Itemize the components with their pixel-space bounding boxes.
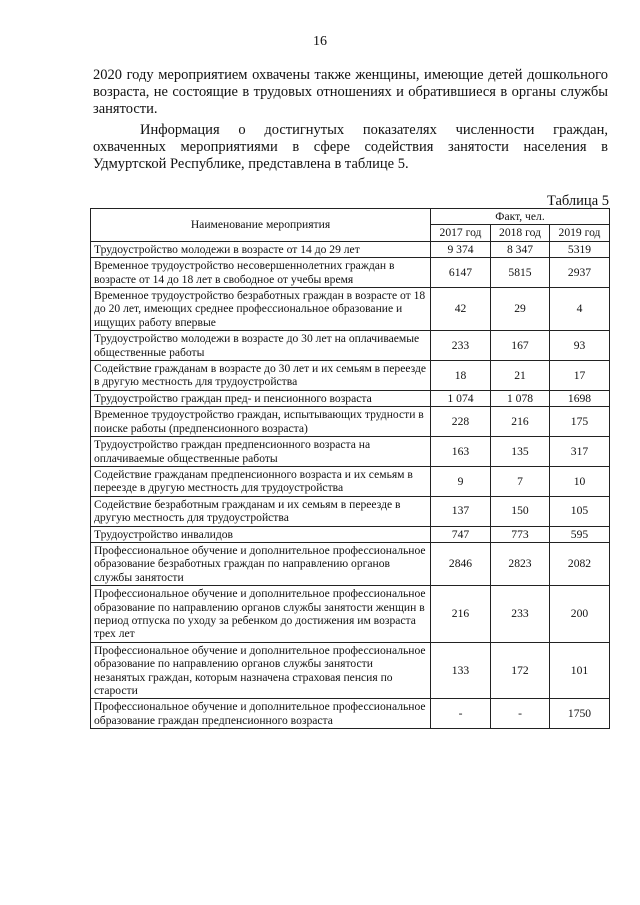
row-value: 7 — [491, 466, 550, 496]
row-value: 2937 — [550, 258, 610, 288]
row-value: 216 — [431, 586, 491, 643]
row-value: 42 — [431, 288, 491, 331]
table-row — [91, 407, 610, 437]
row-name: Трудоустройство молодежи в возрасте до 30 лет на оплачиваемые общественные работы — [91, 331, 431, 361]
row-value: 10 — [550, 466, 610, 496]
row-value: 135 — [491, 437, 550, 467]
row-value: 1698 — [550, 390, 610, 406]
table-row — [91, 288, 610, 331]
row-value: 5815 — [491, 258, 550, 288]
row-value: 5319 — [550, 241, 610, 257]
paragraph-1: 2020 году мероприятием охвачены также женщины, имеющие детей дошкольного возраста, не состоящие в трудовых отношениях и обратившиеся в органы службы занятости. — [93, 67, 608, 117]
row-value: 163 — [431, 437, 491, 467]
row-value: 9 — [431, 466, 491, 496]
row-value: 2846 — [431, 542, 491, 585]
table-row — [91, 466, 610, 496]
row-value: 6147 — [431, 258, 491, 288]
row-value: 233 — [431, 331, 491, 361]
row-value: 2082 — [550, 542, 610, 585]
row-name: Трудоустройство граждан пред- и пенсионного возраста — [91, 390, 431, 406]
header-year-2018: 2018 год — [491, 225, 550, 241]
row-value: 773 — [491, 526, 550, 542]
row-value: 175 — [550, 407, 610, 437]
header-year-2017: 2017 год — [431, 225, 491, 241]
row-name: Содействие гражданам в возрасте до 30 лет и их семьям в переезде в другую местность для трудоустройства — [91, 361, 431, 391]
page-number: 16 — [313, 34, 327, 49]
data-table — [90, 208, 610, 729]
row-name: Временное трудоустройство безработных граждан в возрасте от 18 до 20 лет, имеющих среднее профессиональное образование и ищущих работу впервые — [91, 288, 431, 331]
row-name: Профессиональное обучение и дополнительное профессиональное образование безработных граждан по направлению органов службы занятости — [91, 542, 431, 585]
row-value: 21 — [491, 361, 550, 391]
row-name: Профессиональное обучение и дополнительное профессиональное образование по направлению органов службы занятости женщин в период отпуска по уходу за ребенком до достижения им возраста трех лет — [91, 586, 431, 643]
table-row — [91, 642, 610, 699]
table-row — [91, 258, 610, 288]
row-value: - — [491, 699, 550, 729]
table-row — [91, 331, 610, 361]
row-name: Содействие гражданам предпенсионного возраста и их семьям в переезде в другую местность для трудоустройства — [91, 466, 431, 496]
row-value: 150 — [491, 496, 550, 526]
row-value: 216 — [491, 407, 550, 437]
row-value: 9 374 — [431, 241, 491, 257]
row-name: Трудоустройство граждан предпенсионного возраста на оплачиваемые общественные работы — [91, 437, 431, 467]
row-value: 2823 — [491, 542, 550, 585]
row-value: 595 — [550, 526, 610, 542]
row-value: 747 — [431, 526, 491, 542]
row-name: Временное трудоустройство несовершеннолетних граждан в возрасте от 14 до 18 лет в свободное от учебы время — [91, 258, 431, 288]
row-value: 1 074 — [431, 390, 491, 406]
row-value: 29 — [491, 288, 550, 331]
table-row — [91, 361, 610, 391]
row-value: 8 347 — [491, 241, 550, 257]
row-value: 1750 — [550, 699, 610, 729]
row-value: 167 — [491, 331, 550, 361]
header-year-2019: 2019 год — [550, 225, 610, 241]
row-value: 93 — [550, 331, 610, 361]
row-value: - — [431, 699, 491, 729]
row-name: Трудоустройство молодежи в возрасте от 14 до 29 лет — [91, 241, 431, 257]
table-body — [91, 241, 610, 728]
table-row — [91, 390, 610, 406]
row-value: 233 — [491, 586, 550, 643]
table-row — [91, 496, 610, 526]
row-name: Содействие безработным гражданам и их семьям в переезде в другую местность для трудоустройства — [91, 496, 431, 526]
row-value: 228 — [431, 407, 491, 437]
row-name: Временное трудоустройство граждан, испытывающих трудности в поиске работы (предпенсионного возраста) — [91, 407, 431, 437]
header-name: Наименование мероприятия — [91, 209, 431, 242]
row-value: 1 078 — [491, 390, 550, 406]
row-value: 172 — [491, 642, 550, 699]
row-name: Трудоустройство инвалидов — [91, 526, 431, 542]
table-row — [91, 542, 610, 585]
row-value: 4 — [550, 288, 610, 331]
table-caption: Таблица 5 — [546, 193, 609, 209]
row-value: 317 — [550, 437, 610, 467]
row-name: Профессиональное обучение и дополнительное профессиональное образование по направлению органов службы занятости незанятых граждан, которым назначена страховая пенсия по старости — [91, 642, 431, 699]
row-value: 200 — [550, 586, 610, 643]
row-value: 101 — [550, 642, 610, 699]
header-fact: Факт, чел. — [431, 209, 610, 225]
table-row — [91, 437, 610, 467]
row-value: 18 — [431, 361, 491, 391]
row-value: 133 — [431, 642, 491, 699]
table-row — [91, 699, 610, 729]
row-value: 137 — [431, 496, 491, 526]
table-row — [91, 586, 610, 643]
row-value: 17 — [550, 361, 610, 391]
table-row — [91, 526, 610, 542]
table-row — [91, 241, 610, 257]
paragraph-2: Информация о достигнутых показателях численности граждан, охваченных мероприятиями в сфере содействия занятости населения в Удмуртской Республике, представлена в таблице 5. — [93, 122, 608, 172]
row-value: 105 — [550, 496, 610, 526]
row-name: Профессиональное обучение и дополнительное профессиональное образование граждан предпенсионного возраста — [91, 699, 431, 729]
